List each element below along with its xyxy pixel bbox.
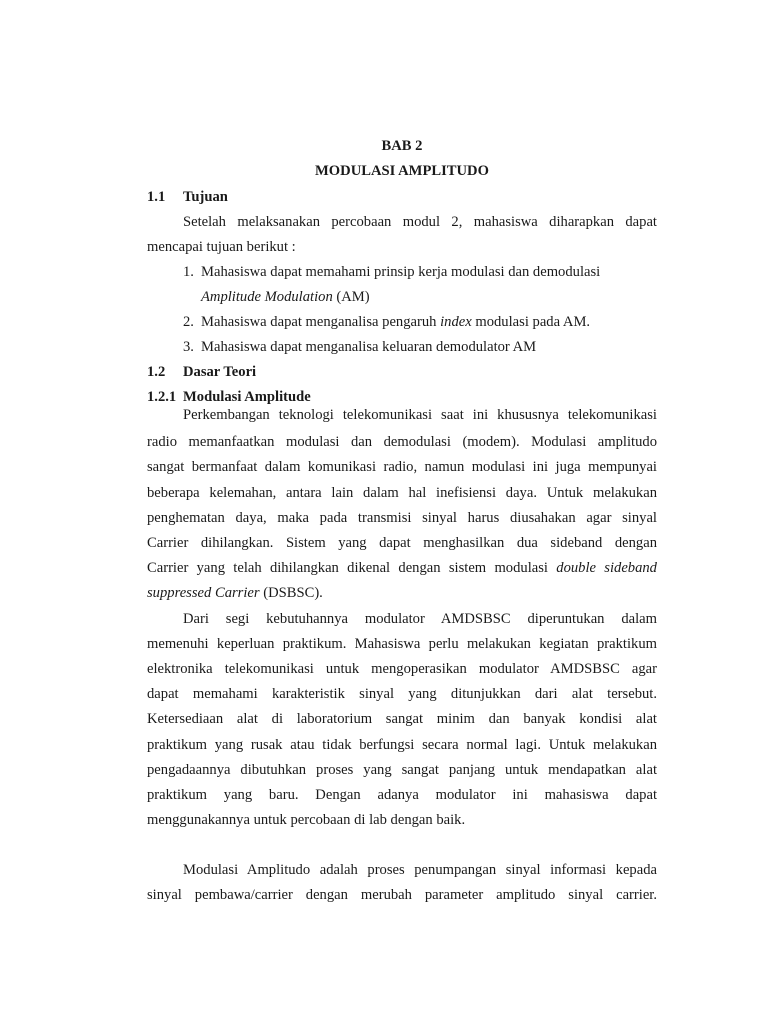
list-item-text xyxy=(201,289,370,306)
paragraph-line: Carrier dihilangkan. Sistem yang dapat menghasilkan dua sideband dengan xyxy=(147,535,657,551)
italic-term: suppressed Carrier xyxy=(147,585,260,601)
paragraph-line: Dari segi kebutuhannya modulator AMDSBSC diperuntukan dalam xyxy=(183,611,657,627)
paragraph-line: elektronika telekomunikasi untuk mengoperasikan modulator AMDSBSC agar xyxy=(147,661,657,677)
section-number: 1.2 xyxy=(147,364,166,380)
paragraph-line: menggunakannya untuk percobaan di lab dengan baik. xyxy=(147,812,466,828)
paragraph-line: Setelah melaksanakan percobaan modul 2, mahasiswa diharapkan dapat xyxy=(183,214,657,230)
chapter-title: MODULASI AMPLITUDO xyxy=(315,163,489,179)
paragraph-line: Modulasi Amplitudo adalah proses penumpangan sinyal informasi kepada xyxy=(183,862,657,878)
paragraph-line: penghematan daya, maka pada transmisi sinyal harus diusahakan agar sinyal xyxy=(147,510,657,526)
paragraph-line: Ketersediaan alat di laboratorium sangat minim dan banyak kondisi alat xyxy=(147,711,657,727)
italic-term: index xyxy=(440,314,472,330)
list-item-text: Mahasiswa dapat memahami prinsip kerja modulasi dan demodulasi xyxy=(201,264,601,280)
paragraph-line: dapat memahami karakteristik sinyal yang ditunjukkan dari alat tersebut. xyxy=(147,686,657,702)
list-marker: 1. xyxy=(183,264,194,280)
subsection-number: 1.2.1 xyxy=(147,389,177,405)
paragraph-line xyxy=(147,560,657,577)
list-marker: 2. xyxy=(183,314,194,330)
section-title: Tujuan xyxy=(183,189,228,205)
paragraph-line: sinyal pembawa/carrier dengan merubah parameter amplitudo sinyal carrier. xyxy=(147,887,657,903)
list-item-text: Mahasiswa dapat menganalisa keluaran demodulator AM xyxy=(201,339,537,355)
subsection-title: Modulasi Amplitude xyxy=(183,389,311,405)
paragraph-line: praktikum yang rusak atau tidak berfungsi secara normal lagi. Untuk melakukan xyxy=(147,737,657,753)
chapter-label: BAB 2 xyxy=(381,138,423,154)
text-span: modulasi pada AM. xyxy=(471,314,591,330)
text-span: Carrier yang telah dihilangkan dikenal dengan sistem modulasi xyxy=(147,560,557,576)
section-number: 1.1 xyxy=(147,189,166,205)
italic-term: double sideband xyxy=(556,560,657,576)
paragraph-line xyxy=(147,585,323,602)
paragraph-line: Perkembangan teknologi telekomunikasi saat ini khususnya telekomunikasi xyxy=(183,407,657,423)
paragraph-line: sangat bermanfaat dalam komunikasi radio, namun modulasi ini juga mempunyai xyxy=(147,459,657,475)
text-span: (AM) xyxy=(332,289,370,305)
paragraph-line: radio memanfaatkan modulasi dan demodulasi (modem). Modulasi amplitudo xyxy=(147,434,657,450)
paragraph-line: mencapai tujuan berikut : xyxy=(147,239,296,255)
paragraph-line: pengadaannya dibutuhkan proses yang sangat panjang untuk mendapatkan alat xyxy=(147,762,657,778)
list-marker: 3. xyxy=(183,339,194,355)
italic-term: Amplitude Modulation xyxy=(201,289,333,305)
list-item-text xyxy=(201,314,590,331)
text-span: Mahasiswa dapat menganalisa pengaruh xyxy=(201,314,441,330)
text-span: (DSBSC). xyxy=(259,585,323,601)
paragraph-line: memenuhi keperluan praktikum. Mahasiswa perlu melakukan kegiatan praktikum xyxy=(147,636,657,652)
paragraph-line: beberapa kelemahan, antara lain dalam hal inefisiensi daya. Untuk melakukan xyxy=(147,485,657,501)
section-title: Dasar Teori xyxy=(183,364,257,380)
paragraph-line: praktikum yang baru. Dengan adanya modulator ini mahasiswa dapat xyxy=(147,787,657,803)
